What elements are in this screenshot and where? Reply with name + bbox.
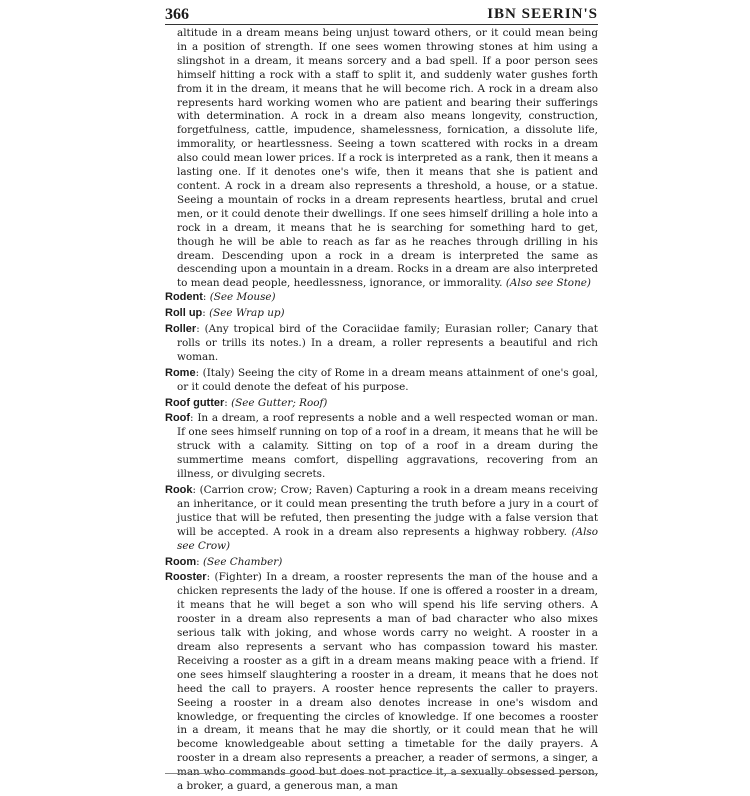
page-header [165,6,598,26]
entry-room: Room: (See Chamber) [165,555,283,568]
entry-term: Roll up [165,307,203,320]
entry-roll-up: Roll up: (See Wrap up) [165,307,285,320]
running-title: IBN SEERIN'S [487,6,598,22]
footer-rule [165,773,598,774]
entry-roof-gutter: Roof gutter: (See Gutter; Roof) [165,396,328,409]
entry-text: (Fighter) In a dream, a rooster represents the man of the house and a chicken represents the lady of the house. If one is offered a rooster in a dream, it means that he will beget a son who will spend his life serving others. A rooster in a dream also represents a man of bad character who also mixes serious talk with joking, and whose words carry no weight. A rooster in a dream also represents a servant who has compassion toward his master. Receiving a rooster as a gift in a dream means making peace with a friend. If one sees himself slaughtering a rooster in a dream, it means that he does not heed the call to prayers. A rooster hence represents the caller to prayers. Seeing a rooster in a dream also denotes increase in one's wisdom and knowledge, or frequenting the circles of knowledge. If one becomes a rooster in a dream, it means that he may die shortly, or it could mean that he will become knowledgeable about setting a timetable for the daily prayers. A rooster in a dream also represents a preacher, a reader of sermons, a singer, a man who commands good but does not practice it, a sexually obsessed person, a broker, a guard, a generous man, a man [177,571,598,793]
continued-text: altitude in a dream means being unjust toward others, or it could mean being in a position of strength. If one sees women throwing stones at him using a slingshot in a dream, it means sorcery and a bad spell. If a poor person sees himself hitting a rock with a staff to split it, and suddenly water gushes forth from it in the dream, it means that he will become rich. A rock in a dream also represents hard working women who are patient and bearing their sufferings with determination. A rock in a dream also means longevity, construction, forgetfulness, cattle, impudence, shamelessness, fornication, a dissolute life, immorality, or heartlessness. Seeing a town scattered with rocks in a dream also could mean lower prices. If a rock is interpreted as a rank, then it means a lasting one. If it denotes one's wife, then it means that she is patient and content. A rock in a dream also represents a threshold, a house, or a statue. Seeing a mountain of rocks in a dream represents heartless, brutal and cruel men, or it could denote their dwellings. If one sees himself drilling a hole into a rock in a dream, it means that he is searching for something hard to get, though he will be able to reach as far as he reaches through drilling in his dream. Descending upon a rock in a dream is interpreted the same as descending upon a mountain in a dream. Rocks in a dream are also interpreted to mean dead people, heedlessness, ignorance, or immorality. [177,27,598,290]
cross-reference: (See Gutter; Roof) [231,396,328,409]
entry-term: Roller [165,323,197,336]
entry-rome: Rome: (Italy) Seeing the city of Rome in a dream means attainment of one's goal, or it could denote the defeat of his purpose. [165,366,599,393]
entry-term: Roof gutter [165,396,225,409]
entry-term: Rooster [165,571,207,584]
entry-term: Room [165,555,197,568]
entry-term: Roof [165,412,191,425]
continued-entry-text [165,27,598,291]
cross-reference: (See Chamber) [203,555,283,568]
entry-rodent: Rodent: (See Mouse) [165,291,276,304]
page-body [165,27,598,796]
entry-text: (Italy) Seeing the city of Rome in a dream means attainment of one's goal, or it could denote the defeat of his purpose. [177,366,599,393]
cross-reference: (See Wrap up) [209,307,285,320]
entry-term: Rook [165,484,193,496]
cross-reference: (Also see Stone) [505,277,591,290]
cross-reference: (Also see Crow) [177,525,598,552]
cross-reference: (See Mouse) [209,291,276,304]
entry-text: In a dream, a roof represents a noble and a well respected woman or man. If one sees himself running on top of a roof in a dream, it means that he will be struck with a calamity. Sitting on top of a roof in a dream during the summertime means comfort, dispelling aggravations, recovering from an illness, or divulging secrets. [177,412,598,481]
entry-rooster: Rooster: (Fighter) In a dream, a rooster represents the man of the house and a chicken represents the lady of the house. If one is offered a rooster in a dream, it means that he will beget a son who will spend his life serving others. A rooster in a dream also represents a man of bad character who also mixes serious talk with joking, and whose words carry no weight. A rooster in a dream also represents a servant who has compassion toward his master. Receiving a rooster as a gift in a dream means making peace with a friend. If one sees himself slaughtering a rooster in a dream, it means that he does not heed the call to prayers. A rooster hence represents the caller to prayers. Seeing a rooster in a dream also denotes increase in one's wisdom and knowledge, or frequenting the circles of knowledge. If one becomes a rooster in a dream, it means that he may die shortly, or it could mean that he will become knowledgeable about setting a timetable for the daily prayers. A rooster in a dream also represents a preacher, a reader of sermons, a singer, a man who commands good but does not practice it, a sexually obsessed person, a broker, a guard, a generous man, a man [165,571,598,793]
page-number: 366 [165,6,189,23]
entry-rook: Rook: (Carrion crow; Crow; Raven) Capturing a rook in a dream means receiving an inheritance, or it could mean presenting the truth before a jury in a court of justice that will be refuted, then presenting the judge with a false version that will be accepted. A rook in a dream also represents a highway robbery. (Also see Crow) [165,484,598,552]
entry-text: (Carrion crow; Crow; Raven) Capturing a rook in a dream means receiving an inheritance, or it could mean presenting the truth before a jury in a court of justice that will be refuted, then presenting the judge with a false version that will be accepted. A rook in a dream also represents a highway robbery. [177,484,598,538]
entry-text: (Any tropical bird of the Coraciidae family; Eurasian roller; Canary that rolls or trills its notes.) In a dream, a roller represents a beautiful and rich woman. [177,323,598,363]
entry-term: Rome [165,366,196,379]
entry-term: Rodent [165,291,203,304]
entry-roof: Roof: In a dream, a roof represents a noble and a well respected woman or man. If one sees himself running on top of a roof in a dream, it means that he will be struck with a calamity. Sitting on top of a roof in a dream during the summertime means comfort, dispelling aggravations, recovering from an illness, or divulging secrets. [165,412,598,481]
entry-roller: Roller: (Any tropical bird of the Coraciidae family; Eurasian roller; Canary that rolls or trills its notes.) In a dream, a roller represents a beautiful and rich woman. [165,323,598,363]
header-rule [165,24,598,25]
